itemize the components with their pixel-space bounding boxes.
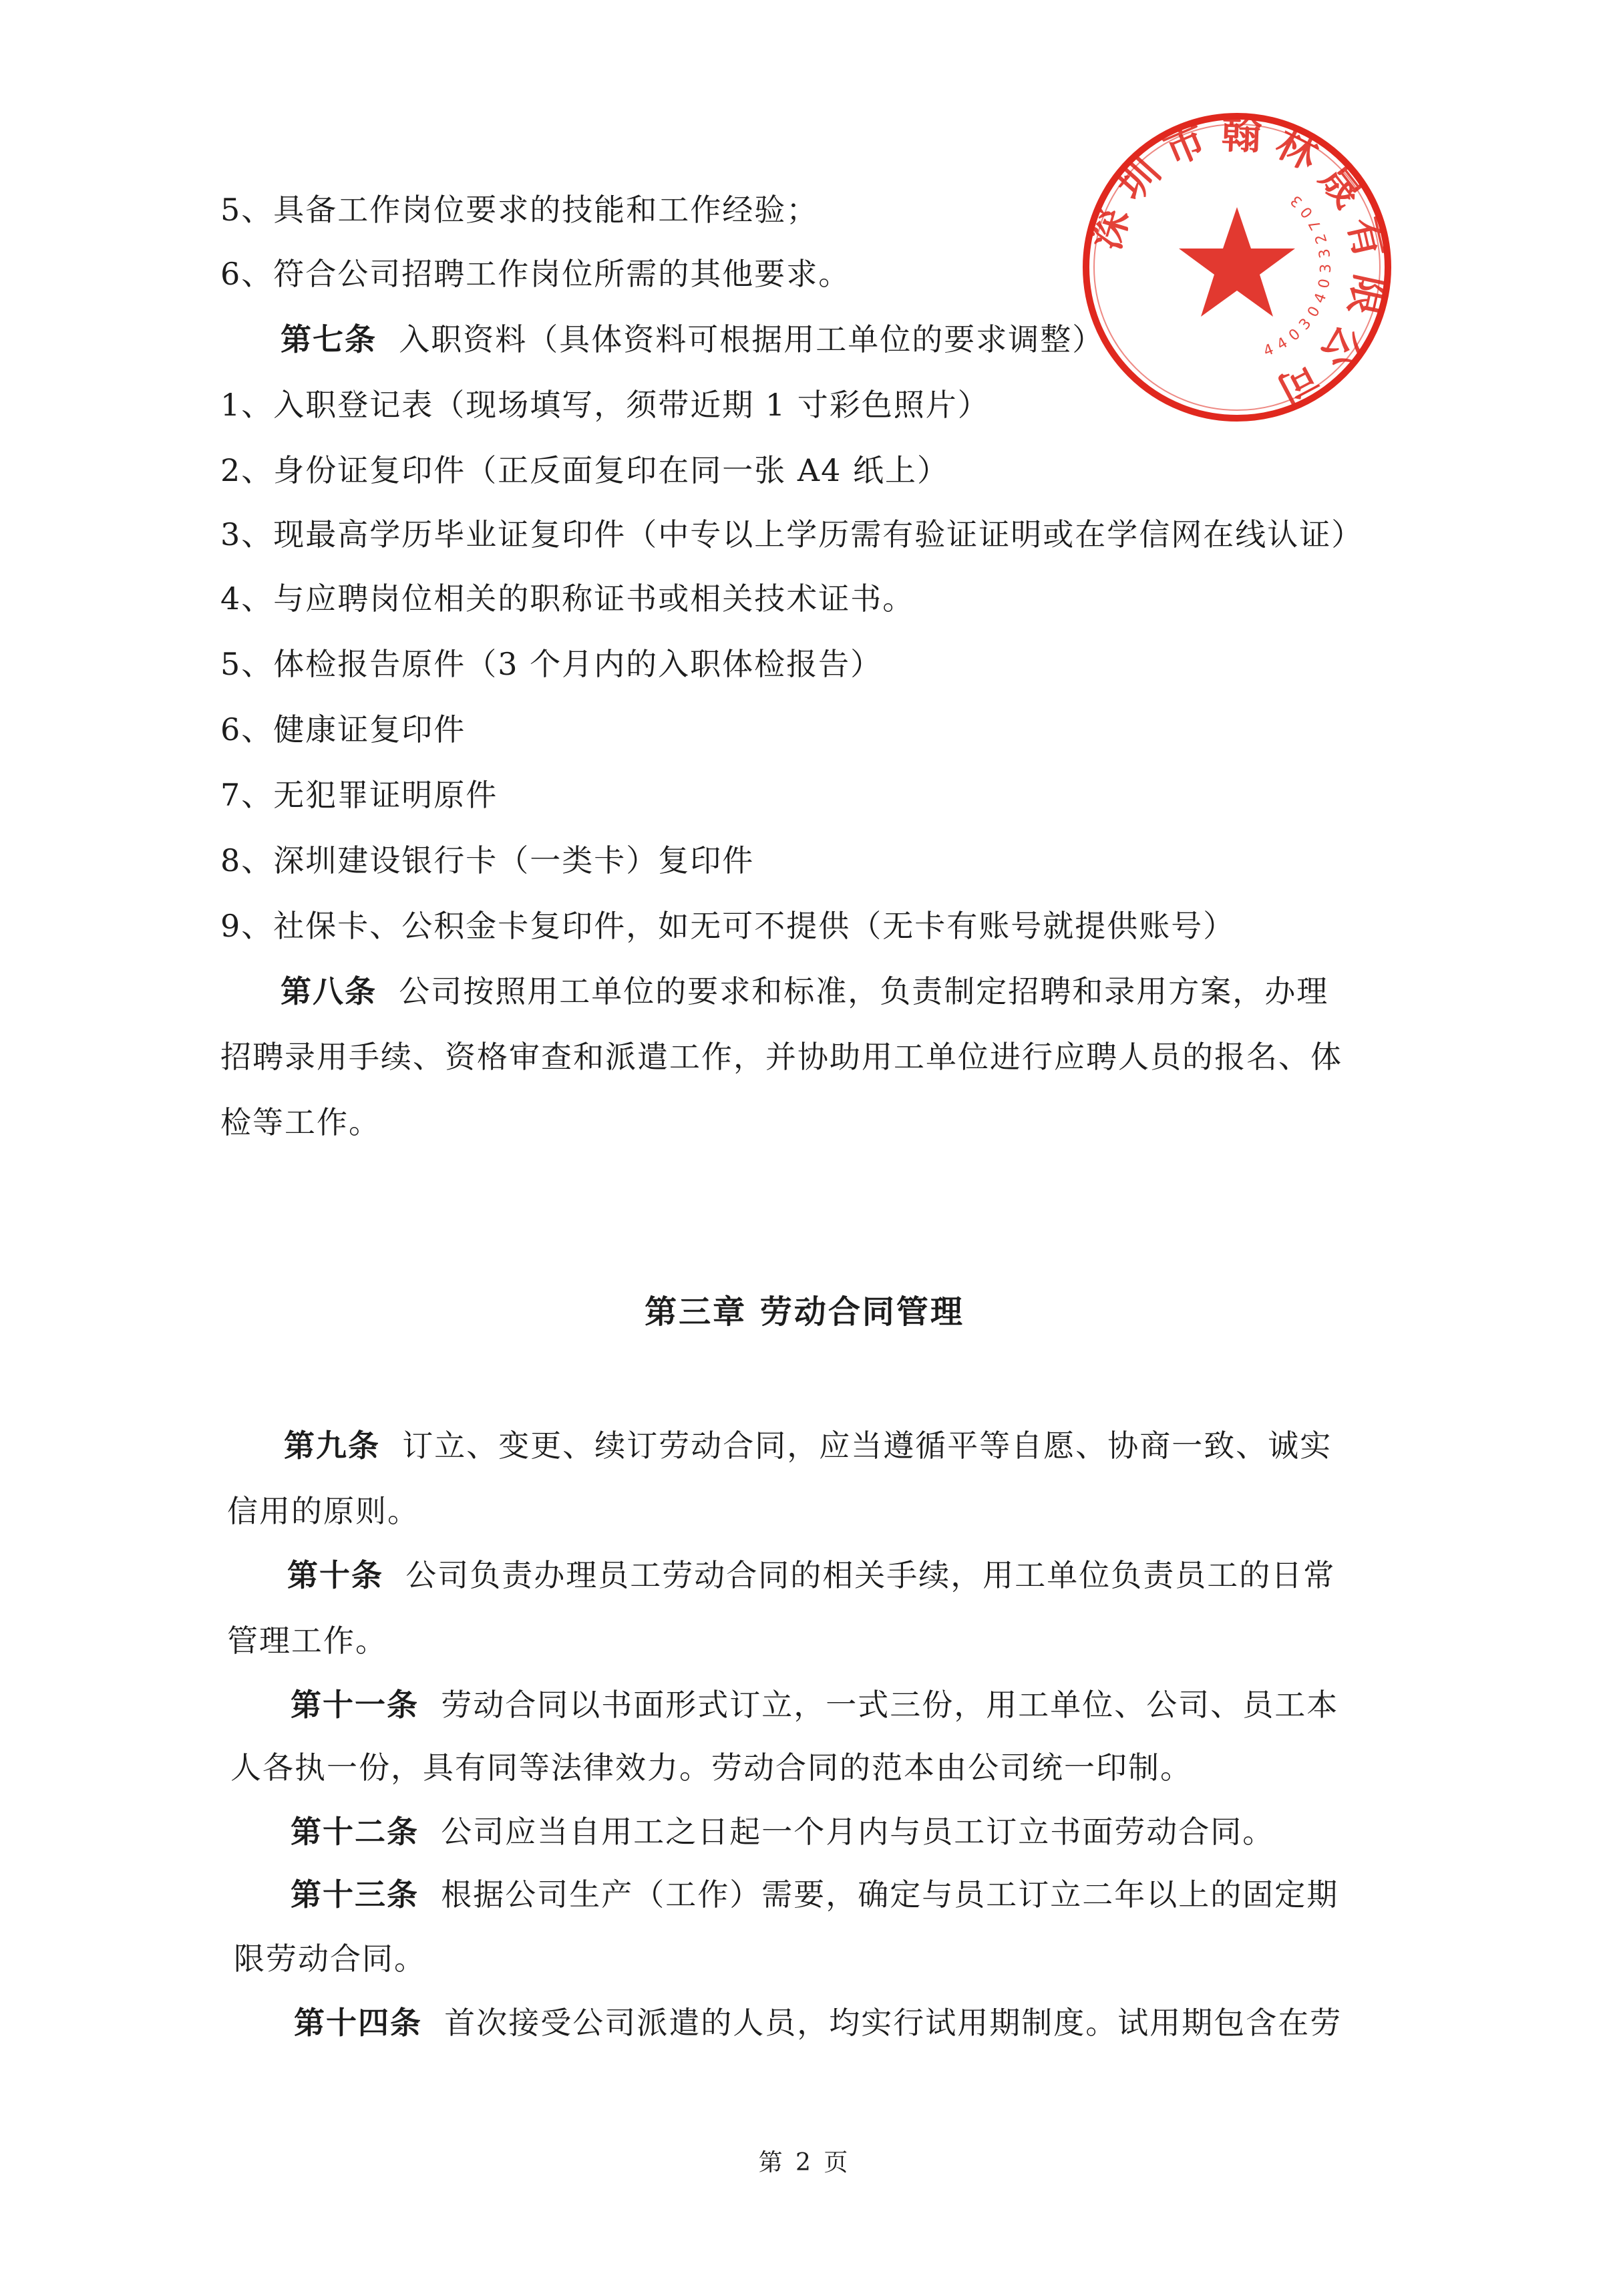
list-item: 3、现最高学历毕业证复印件（中专以上学历需有验证证明或在学信网在线认证） xyxy=(220,516,1364,552)
paragraph-line: 招聘录用手续、资格审查和派遣工作，并协助用工单位进行应聘人员的报名、体 xyxy=(220,1039,1343,1075)
chapter-title: 第三章 劳动合同管理 xyxy=(645,1293,964,1331)
list-item: 5、体检报告原件（3 个月内的入职体检报告） xyxy=(220,646,883,682)
list-item: 9、社保卡、公积金卡复印件，如无可不提供（无卡有账号就提供账号） xyxy=(220,908,1236,944)
article-text: 劳动合同以书面形式订立，一式三份，用工单位、公司、员工本 xyxy=(441,1687,1339,1723)
seal-number: 4403040332703 xyxy=(1261,191,1335,360)
article-14 xyxy=(294,2003,1342,2043)
article-11 xyxy=(291,1685,1338,1725)
article-7 xyxy=(281,319,1104,359)
article-text: 入职资料（具体资料可根据用工单位的要求调整） xyxy=(399,321,1105,357)
paragraph-line: 信用的原则。 xyxy=(227,1493,419,1529)
article-text: 公司按照用工单位的要求和标准，负责制定招聘和录用方案，办理 xyxy=(399,973,1329,1009)
article-10 xyxy=(287,1555,1335,1595)
list-item: 2、身份证复印件（正反面复印在同一张 A4 纸上） xyxy=(220,452,949,488)
article-label: 第十条 xyxy=(287,1557,383,1593)
list-item: 4、与应聘岗位相关的职称证书或相关技术证书。 xyxy=(220,581,915,617)
article-12 xyxy=(291,1812,1274,1852)
article-text: 订立、变更、续订劳动合同，应当遵循平等自愿、协商一致、诚实 xyxy=(402,1428,1332,1464)
seal-star-icon xyxy=(1179,207,1295,317)
article-label: 第七条 xyxy=(281,321,377,357)
article-label: 第十一条 xyxy=(291,1687,419,1723)
article-13 xyxy=(291,1874,1338,1915)
article-label: 第十二条 xyxy=(291,1814,419,1850)
company-seal-icon xyxy=(1077,107,1397,428)
paragraph-line: 限劳动合同。 xyxy=(234,1941,426,1977)
list-item: 7、无犯罪证明原件 xyxy=(220,777,498,813)
article-label: 第八条 xyxy=(281,973,377,1009)
article-text: 根据公司生产（工作）需要，确定与员工订立二年以上的固定期 xyxy=(441,1876,1339,1913)
list-item: 8、深圳建设银行卡（一类卡）复印件 xyxy=(220,842,755,878)
list-item: 1、入职登记表（现场填写，须带近期 1 寸彩色照片） xyxy=(220,387,990,423)
paragraph-line: 人各执一份，具有同等法律效力。劳动合同的范本由公司统一印制。 xyxy=(230,1750,1192,1786)
page-number: 第 2 页 xyxy=(758,2149,851,2176)
article-text: 首次接受公司派遣的人员，均实行试用期制度。试用期包含在劳 xyxy=(444,2005,1343,2041)
article-8 xyxy=(281,971,1328,1011)
list-item: 5、具备工作岗位要求的技能和工作经验； xyxy=(220,192,819,228)
list-item: 6、符合公司招聘工作岗位所需的其他要求。 xyxy=(220,256,851,292)
article-text: 公司应当自用工之日起一个月内与员工订立书面劳动合同。 xyxy=(441,1814,1275,1850)
article-9 xyxy=(284,1426,1332,1466)
list-item: 6、健康证复印件 xyxy=(220,711,466,748)
article-text: 公司负责办理员工劳动合同的相关手续，用工单位负责员工的日常 xyxy=(405,1557,1336,1593)
article-label: 第九条 xyxy=(284,1428,380,1464)
paragraph-line: 管理工作。 xyxy=(227,1623,387,1659)
article-label: 第十四条 xyxy=(294,2005,422,2041)
article-label: 第十三条 xyxy=(291,1876,419,1913)
paragraph-line: 检等工作。 xyxy=(220,1104,381,1140)
seal-text: 深圳市翰林晟有限公司 xyxy=(1082,111,1394,415)
